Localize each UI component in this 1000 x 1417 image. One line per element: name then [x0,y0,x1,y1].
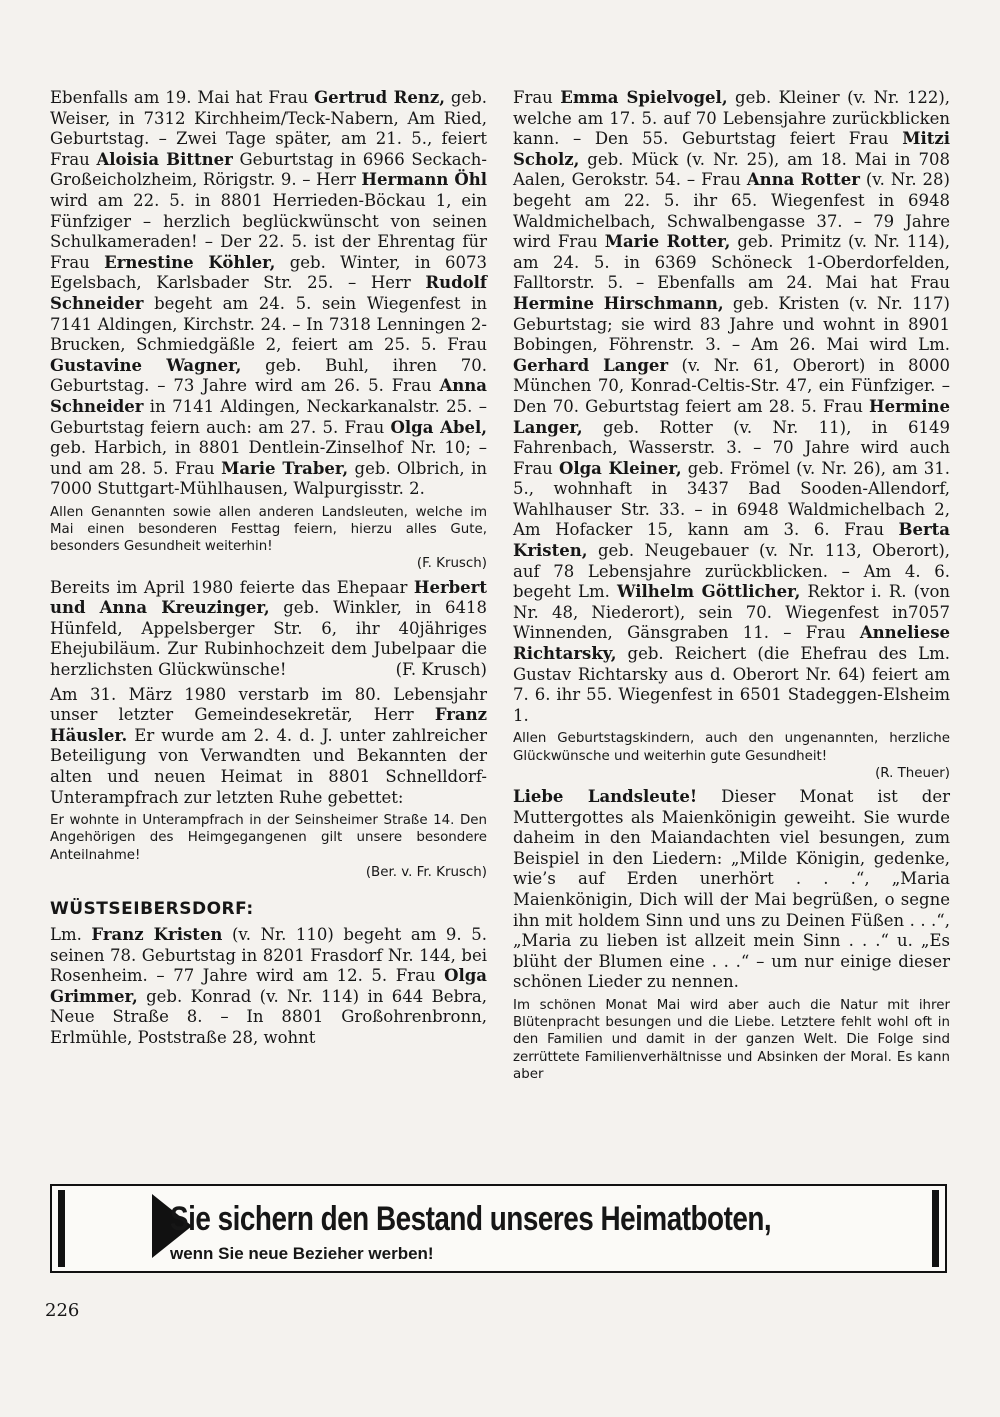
person-name: Franz Kristen [91,925,223,945]
person-name: Olga Kleiner, [558,458,682,478]
may-nature-paragraph: Im schönen Monat Mai wird aber auch die Natur mit ihrer Blütenpracht besungen und die Liebe. Letztere fehlt wohl oft in den Familien und damit in der ganzen Welt. Die Folge sind zerrüttete Familienverhältnisse und Absinken der Moral. Es kann aber [513,997,950,1082]
signature: (Ber. v. Fr. Krusch) [365,864,487,880]
person-name: Liebe Landsleute! [513,787,698,807]
person-name: Hermine Hirschmann, [513,293,724,313]
banner-title: Sie sichern den Bestand unseres Heimatboten, [170,1200,772,1238]
banner-bar-right [932,1190,939,1267]
banner-bar-left [58,1190,65,1267]
person-name: Ernestine Köhler, [104,252,276,272]
left-column [50,88,487,1053]
person-name: Marie Traber, [221,458,349,478]
person-name: Hermann Öhl [361,170,488,190]
signature: (F. Krusch) [395,660,487,680]
person-name: Anneliese Richtarsky, [513,623,950,664]
person-name: Aloisia Bittner [96,149,233,169]
section-heading: WÜSTSEIBERSDORF: [50,899,254,920]
person-name: Gerhard Langer [513,355,669,375]
signature: (F. Krusch) [416,556,487,572]
signature: (R. Theuer) [875,765,950,781]
person-name: Marie Rotter, [604,232,731,252]
birthday-announcements-paragraph: Frau Emma Spielvogel, geb. Kleiner (v. Nr. 122), welche am 17. 5. auf 70 Lebensjahre zurückblicken kann. – Den 55. Geburtstag feiert Frau Mitzi Scholz, geb. Mück (v. Nr. 25), am 18. Mai in 708 Aalen, Gerokstr. 54. – Frau Anna Rotter (v. Nr. 28) begeht am 22. 5. ihr 65. Wiegenfest in 6948 Waldmichelbach, Schwalbengasse 37. – 79 Jahre wird Frau Marie Rotter, geb. Primitz (v. Nr. 114), am 24. 5. in 6369 Schöneck 1-Oberdorfelden, Falltorstr. 5. – Ebenfalls am 24. Mai hat Frau Hermine Hirschmann, geb. Kristen (v. Nr. 117) Geburtstag; sie wird 83 Jahre und wohnt in 8901 Bobingen, Föhrenstr. 3. – Am 26. Mai wird Lm. Gerhard Langer (v. Nr. 61, Oberort) in 8000 München 70, Konrad-Celtis-Str. 47, ein Fünfziger. – Den 70. Geburtstag feiert am 28. 5. Frau Hermine Langer, geb. Rotter (v. Nr. 11), in 6149 Fahrenbach, Wasserstr. 3. – 70 Jahre wird auch Frau Olga Kleiner, geb. Frömel (v. Nr. 26), am 31. 5., wohnhaft in 3437 Bad Sooden-Allendorf, Wahlhauser Str. 33. – in 6948 Waldmichelbach 2, Am Hofacker 15, kann am 3. 6. Frau Berta Kristen, geb. Neugebauer (v. Nr. 113, Oberort), auf 78 Lebensjahre zurückblicken. – Am 4. 6. begeht Lm. Wilhelm Göttlicher, Rektor i. R. (von Nr. 48, Niederort), sein 70. Wiegenfest in7057 Winnenden, Gänsgraben 11. – Frau Anneliese Richtarsky, geb. Reichert (die Ehefrau des Lm. Gustav Richtarsky aus d. Oberort Nr. 64) feiert am 7. 6. ihr 55. Wiegenfest in 6501 Stadeggen-Elsheim 1. [513,88,951,725]
person-name: Gertrud Renz, [314,88,445,107]
person-name: Olga Abel, [390,417,488,437]
greeting-note [513,730,950,782]
wuestseibersdorf-paragraph: Lm. Franz Kristen (v. Nr. 110) begeht am 9. 5. seinen 78. Geburtstag in 8201 Frasdorf Nr. 144, bei Rosenheim. – 77 Jahre wird am 12. 5. Frau Olga Grimmer, geb. Konrad (v. Nr. 114) in 644 Bebra, Neue Straße 8. – In 8801 Großohrenbronn, Erlmühle, Poststraße 28, wohnt [50,925,487,1047]
greeting-note-text: Allen Geburtstagskindern, auch den ungenannten, herzliche Glückwünsche und weiterhin gute Gesundheit! [513,731,950,764]
condolence-text: Er wohnte in Unterampfrach in der Seinsheimer Straße 14. Den Angehörigen des Heimgegangenen gilt unsere besondere Anteilnahme! [50,813,487,863]
greeting-note-text: Allen Genannten sowie allen anderen Landsleuten, welche im Mai einen besonderen Festtag feiern, hierzu alles Gute, besonders Gesundheit weiterhin! [50,504,487,555]
person-name: Wilhelm Göttlicher, [617,582,801,602]
person-name: Anna Schneider [50,376,487,416]
person-name: Herbert und Anna Kreuzinger, [50,577,487,618]
page-number: 226 [45,1300,80,1321]
anniversary-paragraph [50,578,487,681]
banner-subtitle: wenn Sie neue Bezieher werben! [170,1244,434,1263]
condolence-note [50,812,487,881]
person-name: Hermine Langer, [513,396,950,437]
person-name: Emma Spielvogel, [560,88,728,107]
person-name: Berta Kristen, [513,520,950,561]
birthday-announcements-paragraph: Ebenfalls am 19. Mai hat Frau Gertrud Renz, geb. Weiser, in 7312 Kirchheim/Teck-Nabern, Am Ried, Geburtstag. – Zwei Tage später, am 21. 5., feiert Frau Aloisia Bittner Geburtstag in 6966 Seckach-Großeicholzheim, Rörigstr. 9. – Herr Hermann Öhl wird am 22. 5. in 8801 Herrieden-Böckau 1, ein Fünfziger – herzlich beglückwünscht von seinen Schulkameraden! – Der 22. 5. ist der Ehrentag für Frau Ernestine Köhler, geb. Winter, in 6073 Egelsbach, Karlsbader Str. 25. – Herr Rudolf Schneider begeht am 24. 5. sein Wiegenfest in 7141 Aldingen, Kirchstr. 24. – In 7318 Lenningen 2-Brucken, Schmiedgäßle 2, feiert am 25. 5. Frau Gustavine Wagner, geb. Buhl, ihren 70. Geburtstag. – 73 Jahre wird am 26. 5. Frau Anna Schneider in 7141 Aldingen, Neckarkanalstr. 25. – Geburtstag feiern auch: am 27. 5. Frau Olga Abel, geb. Harbich, in 8801 Dentlein-Zinselhof Nr. 10; – und am 28. 5. Frau Marie Traber, geb. Olbrich, in 7000 Stuttgart-Mühlhausen, Walpurgisstr. 2. [50,88,488,499]
person-name: Anna Rotter [746,170,860,190]
subscription-banner [50,1184,947,1273]
greeting-note [50,504,487,573]
obituary-paragraph: Am 31. März 1980 verstarb im 80. Lebensjahr unser letzter Gemeindesekretär, Herr Franz Häusler. Er wurde am 2. 4. d. J. unter zahlreicher Beteiligung von Verwandten und Bekannten der alten und neuen Heimat in 8801 Schnelldorf-Unterampfrach zur letzten Ruhe gebettet: [50,684,487,807]
may-devotion-paragraph: Liebe Landsleute! Dieser Monat ist der Muttergottes als Maienkönigin geweiht. Sie wurde daheim in den Maiandachten viel besungen, zum Beispiel in den Liedern: „Milde Königin, gedenke, wie’s auf Erden unerhört . . .“, „Maria Maienkönigin, Dich will der Mai begrüßen, o segne ihn mit holdem Sinn und uns zu Deinen Füßen . . .“, „Maria zu lieben ist allzeit mein Sinn . . .“ u. „Es blüht der Blumen eine . . .“ – um nur einige dieser schönen Lieder zu nennen. [513,787,950,992]
person-name: Rudolf Schneider [50,273,487,313]
person-name: Gustavine Wagner, [50,355,242,375]
right-column [513,88,950,1088]
person-name: Olga Grimmer, [50,966,487,1006]
person-name: Mitzi Scholz, [513,129,950,169]
person-name: Franz Häusler. [50,705,487,745]
anniversary-text: Bereits im April 1980 feierte das Ehepaar Herbert und Anna Kreuzinger, geb. Winkler, in 6418 Hünfeld, Appelsberger Str. 6, ihr 40jähriges Ehejubiläum. Zur Rubinhochzeit dem Jubelpaar die herzlichsten Glückwünsche! [50,577,487,680]
